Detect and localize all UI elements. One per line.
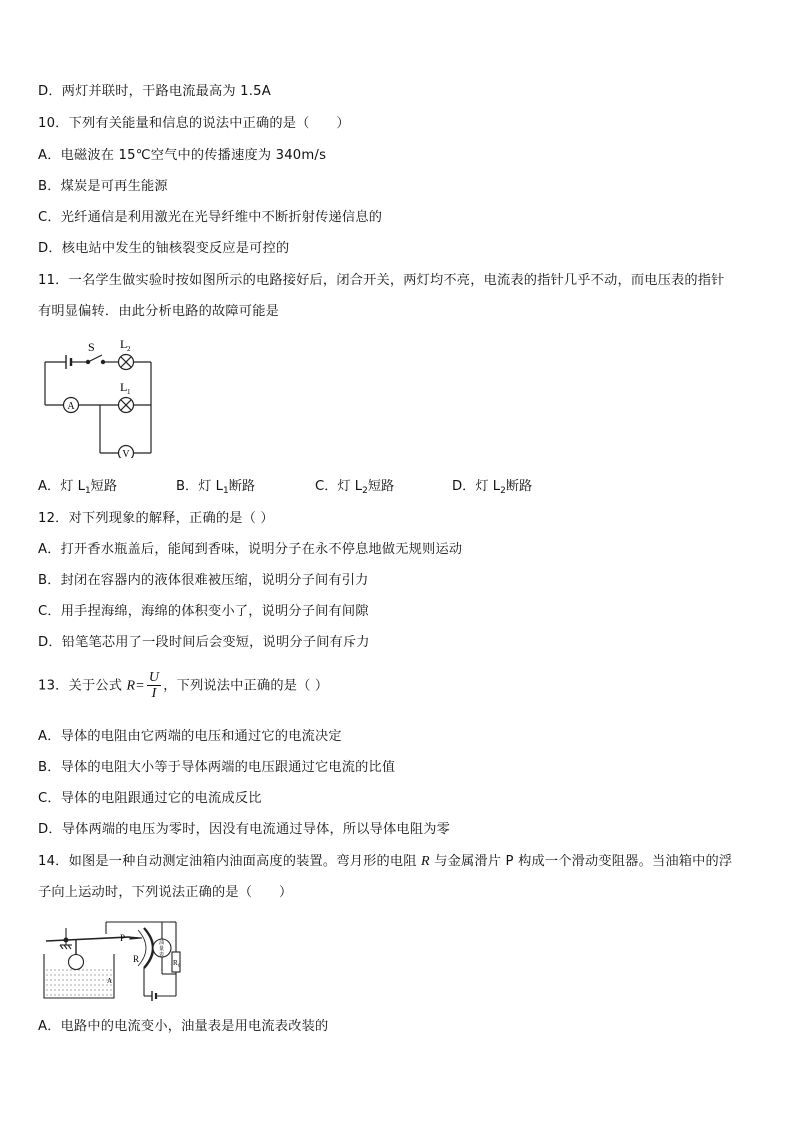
q14-option-a: A．电路中的电流变小，油量表是用电流表改装的 <box>38 1019 329 1034</box>
q10-option-d: D．核电站中发生的铀核裂变反应是可控的 <box>38 241 290 256</box>
q11-stem-line2: 有明显偏转．由此分析电路的故障可能是 <box>38 304 279 319</box>
oil-meter-char-3: 表 <box>159 953 165 958</box>
lamp-l1-sub: 1 <box>127 388 131 396</box>
q12-option-c: C．用手捏海绵，海绵的体积变小了，说明分子间有间隙 <box>38 604 369 619</box>
resistor-r-label: R <box>133 954 140 964</box>
prev-option-d: D．两灯并联时，干路电流最高为 1.5A <box>38 84 271 99</box>
q11-option-a: A．灯 $L_1$短路 <box>38 479 118 496</box>
voltmeter-label: V <box>122 449 130 458</box>
formula-fraction: $\frac{U}{I}$ <box>148 670 160 701</box>
q10-option-a: A．电磁波在 15℃空气中的传播速度为 340m/s <box>38 148 327 163</box>
lamp-l2-label: L <box>120 337 128 351</box>
q13-option-d: D．导体两端的电压为零时，因没有电流通过导体，所以导体电阻为零 <box>38 822 450 837</box>
q12-stem: 12．对下列现象的解释，正确的是（ ） <box>38 511 274 526</box>
q11-stem-line1: 11．一名学生做实验时按如图所示的电路接好后，闭合开关，两灯均不亮，电流表的指针几乎不动，而电压表的指针 <box>38 273 725 288</box>
q10-option-b: B．煤炭是可再生能源 <box>38 179 168 194</box>
q13-stem: 13．关于公式 R= $\frac{U}{I}$ ，下列说法中正确的是（ ） <box>38 670 329 701</box>
q14-stem-line1: 14．如图是一种自动测定油箱内油面高度的装置。弯月形的电阻 R 与金属滑片 P 构成一个滑动变阻器。当油箱中的浮 <box>38 854 733 869</box>
q14-oil-gauge-diagram <box>40 918 190 1004</box>
q12-option-b: B．封闭在容器内的液体很难被压缩，说明分子间有引力 <box>38 573 369 588</box>
q11-option-c: C．灯 $L_2$短路 <box>315 479 395 496</box>
lamp-l2-sub: 2 <box>127 345 131 353</box>
r0-label: R <box>173 959 178 967</box>
switch-label: S <box>88 340 95 354</box>
formula-lhs: R= <box>126 678 145 694</box>
q14-stem-line2: 子向上运动时，下列说法正确的是（ ） <box>38 885 293 900</box>
q10-stem: 10．下列有关能量和信息的说法中正确的是（ ） <box>38 116 350 131</box>
q11-option-d: D．灯 $L_2$断路 <box>452 479 533 496</box>
ammeter-label: A <box>67 401 75 412</box>
q12-option-d: D．铅笔笔芯用了一段时间后会变短，说明分子间有斥力 <box>38 635 370 650</box>
q10-option-c: C．光纤通信是利用激光在光导纤维中不断折射传递信息的 <box>38 210 383 225</box>
q11-option-b: B．灯 $L_1$断路 <box>176 479 256 496</box>
q13-option-c: C．导体的电阻跟通过它的电流成反比 <box>38 791 262 806</box>
r0-sub: 0 <box>178 964 181 969</box>
oil-meter-char-2: 量 <box>159 947 165 952</box>
tank-mark: A <box>107 977 113 985</box>
slider-p-label: P <box>120 933 126 943</box>
q13-option-b: B．导体的电阻大小等于导体两端的电压跟通过它电流的比值 <box>38 760 396 775</box>
oil-meter-char-1: 油 <box>159 941 165 946</box>
q11-circuit-diagram <box>38 336 158 458</box>
q13-option-a: A．导体的电阻由它两端的电压和通过它的电流决定 <box>38 729 342 744</box>
q12-option-a: A．打开香水瓶盖后，能闻到香味，说明分子在永不停息地做无规则运动 <box>38 542 463 557</box>
lamp-l1-label: L <box>120 380 128 394</box>
